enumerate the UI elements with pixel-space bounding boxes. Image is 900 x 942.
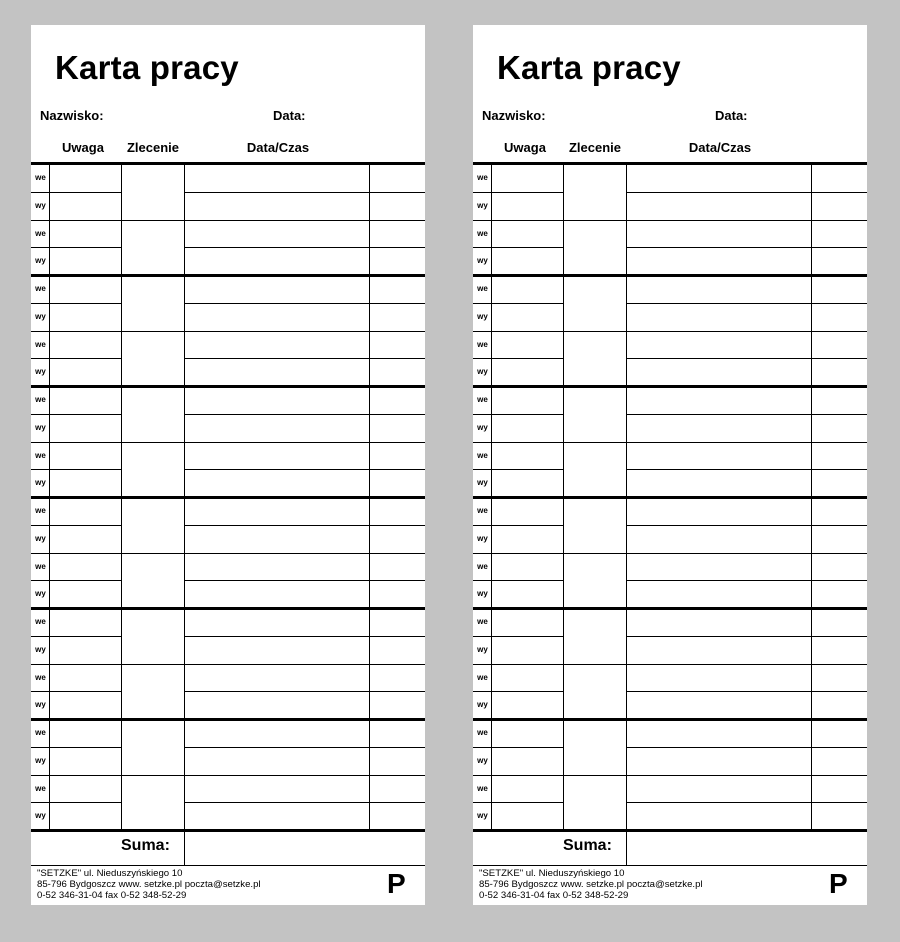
entry-row[interactable] [473, 358, 867, 386]
grid-column-rule [184, 164, 185, 832]
entry-row[interactable] [31, 358, 425, 386]
row-label-we: we [477, 173, 488, 182]
row-label-wy: wy [35, 700, 46, 710]
row-label-wy: wy [477, 700, 488, 710]
entry-row[interactable] [31, 469, 425, 497]
entry-row[interactable] [473, 747, 867, 775]
address-line-3: 0-52 346-31-04 fax 0-52 348-52-29 [479, 890, 629, 901]
entry-row[interactable] [473, 636, 867, 664]
row-label-we: we [477, 506, 488, 515]
row-label-we: we [477, 228, 488, 238]
row-label-we: we [35, 783, 46, 793]
total-label: Suma: [563, 837, 612, 854]
entry-row[interactable] [473, 580, 867, 608]
entry-row[interactable] [473, 414, 867, 442]
row-label-wy: wy [35, 200, 46, 210]
row-label-we: we [35, 561, 46, 571]
company-address [479, 868, 703, 901]
row-label-we: we [35, 672, 46, 682]
entry-row[interactable] [31, 608, 425, 636]
entry-row[interactable] [31, 247, 425, 275]
entry-row[interactable] [473, 442, 867, 470]
summary-column-rule [184, 831, 185, 865]
row-label-wy: wy [477, 367, 488, 377]
entry-row[interactable] [31, 691, 425, 719]
row-label-wy: wy [477, 422, 488, 432]
card-title: Karta pracy [497, 49, 681, 86]
row-label-we: we [477, 617, 488, 626]
entry-row[interactable] [31, 664, 425, 692]
entry-row[interactable] [473, 664, 867, 692]
address-line-2: 85-796 Bydgoszcz www. setzke.pl poczta@setzke.pl [37, 879, 261, 890]
grid-rule-thick [31, 829, 425, 832]
column-header-zlecenie: Zlecenie [126, 140, 180, 155]
total-label: Suma: [121, 837, 170, 854]
row-label-we: we [477, 395, 488, 404]
grid-column-rule [121, 164, 122, 832]
entry-row[interactable] [31, 275, 425, 303]
entry-row[interactable] [473, 802, 867, 830]
entry-row[interactable] [31, 580, 425, 608]
entry-row[interactable] [31, 719, 425, 747]
entry-row[interactable] [31, 192, 425, 220]
row-label-wy: wy [477, 311, 488, 321]
entry-row[interactable] [31, 775, 425, 803]
entry-row[interactable] [473, 386, 867, 414]
grid-rule-thick [473, 829, 867, 832]
company-address [37, 868, 261, 901]
entry-row[interactable] [31, 497, 425, 525]
column-header-uwaga: Uwaga [504, 140, 546, 155]
row-label-wy: wy [477, 644, 488, 654]
row-label-we: we [477, 284, 488, 293]
entry-row[interactable] [473, 220, 867, 248]
entry-row[interactable] [31, 553, 425, 581]
entry-row[interactable] [31, 331, 425, 359]
address-line-3: 0-52 346-31-04 fax 0-52 348-52-29 [37, 890, 187, 901]
card-title: Karta pracy [55, 49, 239, 86]
entry-row[interactable] [31, 386, 425, 414]
row-label-wy: wy [477, 478, 488, 488]
work-card-right [473, 25, 867, 905]
row-label-we: we [35, 506, 46, 515]
entry-row[interactable] [473, 525, 867, 553]
entry-row[interactable] [31, 220, 425, 248]
time-entry-grid [473, 162, 867, 830]
entry-row[interactable] [473, 275, 867, 303]
column-header-zlecenie: Zlecenie [568, 140, 622, 155]
grid-column-rule [49, 164, 50, 832]
row-label-wy: wy [477, 811, 488, 821]
row-label-we: we [35, 228, 46, 238]
row-label-wy: wy [35, 811, 46, 821]
row-label-wy: wy [35, 311, 46, 321]
row-label-we: we [477, 450, 488, 460]
row-label-wy: wy [35, 755, 46, 765]
name-label: Nazwisko: [482, 108, 546, 123]
row-label-we: we [35, 395, 46, 404]
row-label-we: we [35, 284, 46, 293]
row-label-wy: wy [35, 533, 46, 543]
entry-row[interactable] [473, 303, 867, 331]
column-header-data-czas: Data/Czas [246, 140, 310, 155]
card-mark: P [829, 868, 848, 899]
row-label-wy: wy [477, 589, 488, 599]
row-label-wy: wy [35, 367, 46, 377]
entry-row[interactable] [31, 414, 425, 442]
entry-row[interactable] [473, 331, 867, 359]
row-label-wy: wy [477, 533, 488, 543]
row-label-we: we [35, 173, 46, 182]
entry-row[interactable] [473, 469, 867, 497]
entry-row[interactable] [473, 775, 867, 803]
row-label-wy: wy [35, 422, 46, 432]
grid-column-rule [811, 164, 812, 832]
entry-row[interactable] [473, 691, 867, 719]
entry-row[interactable] [31, 747, 425, 775]
entry-row[interactable] [31, 303, 425, 331]
row-label-wy: wy [477, 755, 488, 765]
entry-row[interactable] [31, 636, 425, 664]
row-label-wy: wy [35, 478, 46, 488]
summary-column-rule [626, 831, 627, 865]
entry-row[interactable] [31, 442, 425, 470]
column-header-data-czas: Data/Czas [688, 140, 752, 155]
summary-bottom-rule [473, 865, 867, 866]
date-label: Data: [273, 108, 306, 123]
row-label-we: we [477, 728, 488, 737]
entry-row[interactable] [473, 164, 867, 192]
address-line-1: "SETZKE" ul. Nieduszyńskiego 10 [37, 868, 183, 879]
grid-column-rule [626, 164, 627, 832]
row-label-we: we [35, 728, 46, 737]
row-label-wy: wy [35, 589, 46, 599]
card-mark: P [387, 868, 406, 899]
entry-row[interactable] [473, 608, 867, 636]
row-label-wy: wy [477, 256, 488, 266]
entry-row[interactable] [31, 802, 425, 830]
address-line-2: 85-796 Bydgoszcz www. setzke.pl poczta@setzke.pl [479, 879, 703, 890]
row-label-we: we [477, 339, 488, 349]
column-header-uwaga: Uwaga [62, 140, 104, 155]
row-label-we: we [35, 617, 46, 626]
work-card-left [31, 25, 425, 905]
entry-row[interactable] [473, 497, 867, 525]
row-label-we: we [477, 783, 488, 793]
grid-column-rule [563, 164, 564, 832]
name-label: Nazwisko: [40, 108, 104, 123]
row-label-we: we [477, 672, 488, 682]
summary-bottom-rule [31, 865, 425, 866]
row-label-wy: wy [477, 200, 488, 210]
grid-column-rule [369, 164, 370, 832]
entry-row[interactable] [31, 164, 425, 192]
row-label-we: we [35, 339, 46, 349]
entry-row[interactable] [31, 525, 425, 553]
entry-row[interactable] [473, 192, 867, 220]
entry-row[interactable] [473, 719, 867, 747]
row-label-wy: wy [35, 644, 46, 654]
grid-column-rule [491, 164, 492, 832]
entry-row[interactable] [473, 247, 867, 275]
row-label-wy: wy [35, 256, 46, 266]
time-entry-grid [31, 162, 425, 830]
entry-row[interactable] [473, 553, 867, 581]
row-label-we: we [35, 450, 46, 460]
date-label: Data: [715, 108, 748, 123]
address-line-1: "SETZKE" ul. Nieduszyńskiego 10 [479, 868, 625, 879]
row-label-we: we [477, 561, 488, 571]
